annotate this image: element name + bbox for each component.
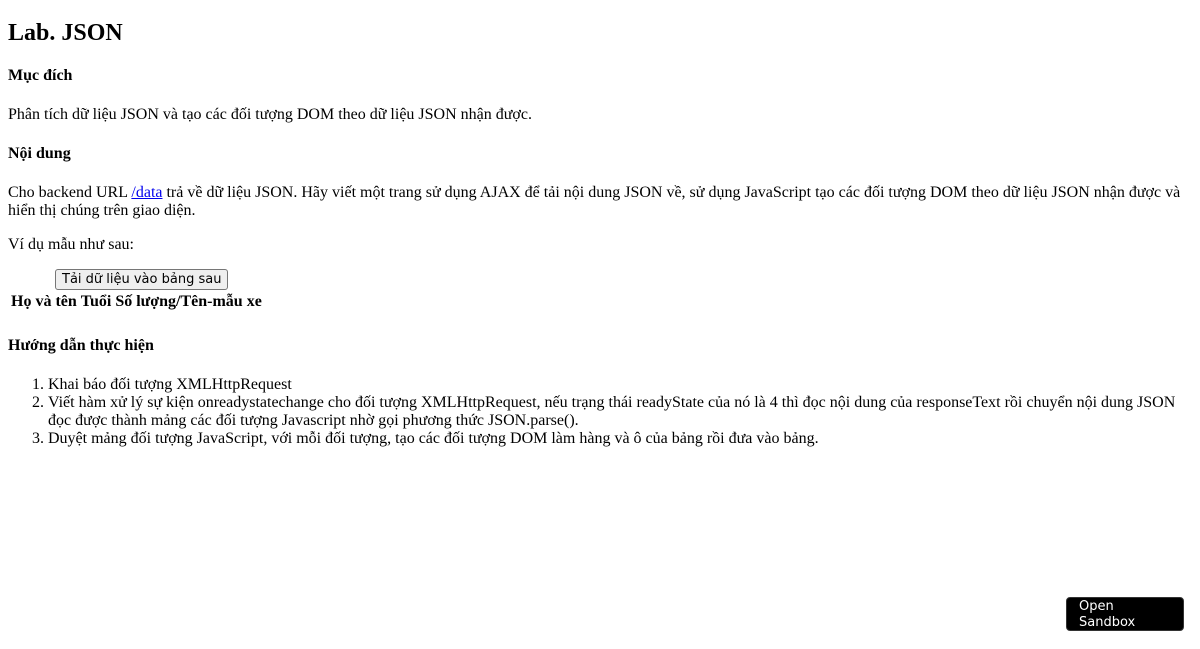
example-text: Ví dụ mẫu như sau: — [8, 236, 134, 253]
content-text — [8, 184, 1192, 220]
content-text-after-link: trả về dữ liệu JSON. Hãy viết một trang sử dụng AJAX để tải nội dung JSON về, sử dụng JavaScript tạo các đối tượng DOM theo dữ liệu JSON nhận được và hiển thị chúng trên giao diện. — [8, 184, 1181, 219]
data-table — [8, 290, 265, 314]
table-header-row — [10, 292, 263, 312]
column-header-age: Tuổi — [80, 293, 112, 310]
data-link[interactable]: /data — [131, 184, 163, 201]
content-text-before-link: Cho backend URL — [8, 184, 132, 201]
page-content — [0, 19, 1200, 448]
page-title: Lab. JSON — [8, 20, 123, 46]
demo-area — [8, 269, 1192, 314]
open-sandbox-button[interactable]: Open Sandbox — [1066, 597, 1184, 631]
guide-step: 1. Khai báo đối tượng XMLHttpRequest — [48, 376, 1192, 394]
column-header-cars: Số lượng/Tên-mẫu xe — [115, 293, 262, 310]
guide-step: 3. Duyệt mảng đối tượng JavaScript, với mỗi đối tượng, tạo các đối tượng DOM làm hàng và ô của bảng rồi đưa vào bảng. — [48, 430, 1192, 448]
guide-heading: Hướng dẫn thực hiện — [8, 337, 154, 354]
purpose-text: Phân tích dữ liệu JSON và tạo các đối tượng DOM theo dữ liệu JSON nhận được. — [8, 106, 532, 123]
guide-step: 2. Viết hàm xử lý sự kiện onreadystatechange cho đối tượng XMLHttpRequest, nếu trạng thái readyState của nó là 4 thì đọc nội dung của responseText rồi chuyển nội dung JSON đọc được thành mảng các đối tượng Javascript nhờ gọi phương thức JSON.parse(). — [48, 394, 1192, 430]
column-header-name: Họ và tên — [11, 293, 77, 310]
load-data-button[interactable]: Tải dữ liệu vào bảng sau — [55, 269, 228, 290]
purpose-heading: Mục đích — [8, 67, 73, 84]
content-heading: Nội dung — [8, 145, 71, 162]
guide-steps-list — [8, 376, 1192, 448]
